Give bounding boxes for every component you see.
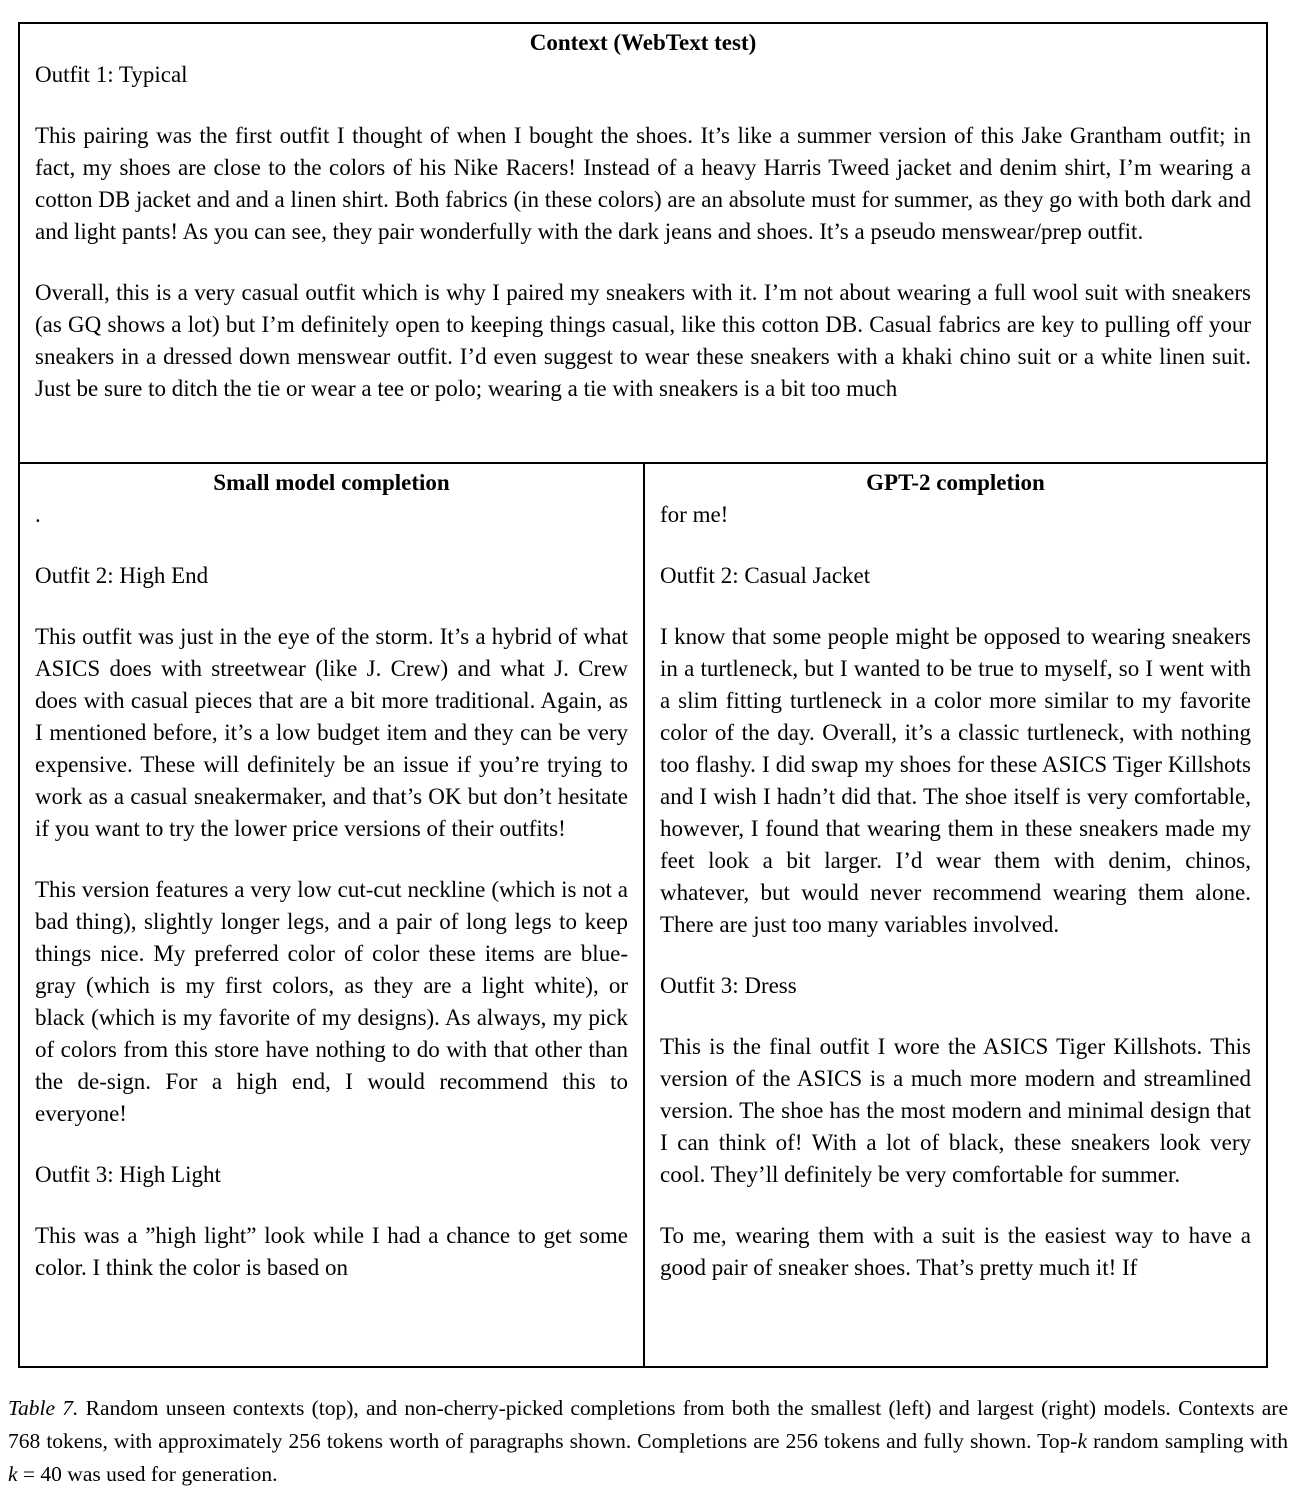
context-header: Context (WebText test) xyxy=(529,30,757,55)
table-caption xyxy=(8,1392,1288,1491)
small-model-header: Small model completion xyxy=(213,470,450,495)
table-7 xyxy=(18,22,1268,1368)
table-caption-text-2: random sampling with xyxy=(1087,1429,1288,1453)
gpt2-header: GPT-2 completion xyxy=(866,470,1045,495)
gpt2-paragraph-5: This is the final outfit I wore the ASICS Tiger Killshots. This version of the ASICS is a much more modern and streamlined version. The shoe has the most modern and minimal design that I can think of! With a lot of black, these sneakers look very cool. They’ll definitely be very comfortable for summer. xyxy=(660,1034,1251,1187)
gpt2-paragraph-1: for me! xyxy=(660,502,729,527)
small-model-paragraph-1: . xyxy=(35,502,41,527)
small-model-paragraph-4: This version features a very low cut-cut neckline (which is not a bad thing), slightly longer legs, and a pair of long legs to keep things nice. My preferred color of color these items are blue-gray (which is my first colors, as they are a light white), or black (which is my favorite of my designs). As always, my pick of colors from this store have nothing to do with that other than the de-sign. For a high end, I would recommend this to everyone! xyxy=(35,877,628,1126)
gpt2-paragraph-6: To me, wearing them with a suit is the easiest way to have a good pair of sneaker shoes. That’s pretty much it! If xyxy=(660,1223,1251,1280)
context-paragraph-2: This pairing was the first outfit I thought of when I bought the shoes. It’s like a summer version of this Jake Grantham outfit; in fact, my shoes are close to the colors of his Nike Racers! Instead of a heavy Harris Tweed jacket and denim shirt, I’m wearing a cotton DB jacket and and a linen shirt. Both fabrics (in these colors) are an absolute must for summer, as they go with both dark and and light pants! As you can see, they pair wonderfully with the dark jeans and shoes. It’s a pseudo menswear/prep outfit. xyxy=(35,123,1251,244)
small-model-paragraph-6: This was a ”high light” look while I had a chance to get some color. I think the color is based on xyxy=(35,1223,628,1280)
table-caption-text-1: Random unseen contexts (top), and non-cherry-picked completions from both the smallest (left) and largest (right) models. Contexts are 768 tokens, with approximately 256 tokens worth of paragraphs shown. Completions are 256 tokens and fully shown. Top- xyxy=(8,1396,1289,1453)
context-section xyxy=(20,24,1266,462)
small-model-completion-column xyxy=(20,464,645,1366)
gpt2-paragraph-4: Outfit 3: Dress xyxy=(660,973,797,998)
gpt2-completion-column xyxy=(645,464,1266,1366)
table-caption-text-3: = 40 was used for generation. xyxy=(17,1462,278,1486)
context-paragraph-1: Outfit 1: Typical xyxy=(35,62,188,87)
context-paragraph-3: Overall, this is a very casual outfit which is why I paired my sneakers with it. I’m not about wearing a full wool suit with sneakers (as GQ shows a lot) but I’m definitely open to keeping things casual, like this cotton DB. Casual fabrics are key to pulling off your sneakers in a dressed down menswear outfit. I’d even suggest to wear these sneakers with a khaki chino suit or a white linen suit. Just be sure to ditch the tie or wear a tee or polo; wearing a tie with sneakers is a bit too much xyxy=(35,280,1251,401)
table-caption-k-2: k xyxy=(8,1462,18,1486)
completions-row xyxy=(20,462,1266,1366)
table-caption-k-1: k xyxy=(1077,1429,1088,1453)
gpt2-paragraph-2: Outfit 2: Casual Jacket xyxy=(660,563,871,588)
small-model-paragraph-2: Outfit 2: High End xyxy=(35,563,209,588)
small-model-paragraph-3: This outfit was just in the eye of the storm. It’s a hybrid of what ASICS does with streetwear (like J. Crew) and what J. Crew does with casual pieces that are a bit more traditional. Again, as I mentioned before, it’s a low budget item and they can be very expensive. These will definitely be an issue if you’re trying to work as a casual sneakermaker, and that’s OK but don’t hesitate if you want to try the lower price versions of their outfits! xyxy=(35,624,628,841)
table-caption-label: Table 7. xyxy=(8,1396,79,1420)
gpt2-paragraph-3: I know that some people might be opposed to wearing sneakers in a turtleneck, but I wanted to be true to myself, so I went with a slim fitting turtleneck in a color more similar to my favorite color of the day. Overall, it’s a classic turtleneck, with nothing too flashy. I did swap my shoes for these ASICS Tiger Killshots and I wish I hadn’t did that. The shoe itself is very comfortable, however, I found that wearing them in these sneakers made my feet look a bit larger. I’d wear them with denim, chinos, whatever, but would never recommend wearing them alone. There are just too many variables involved. xyxy=(660,624,1251,937)
small-model-paragraph-5: Outfit 3: High Light xyxy=(35,1162,221,1187)
